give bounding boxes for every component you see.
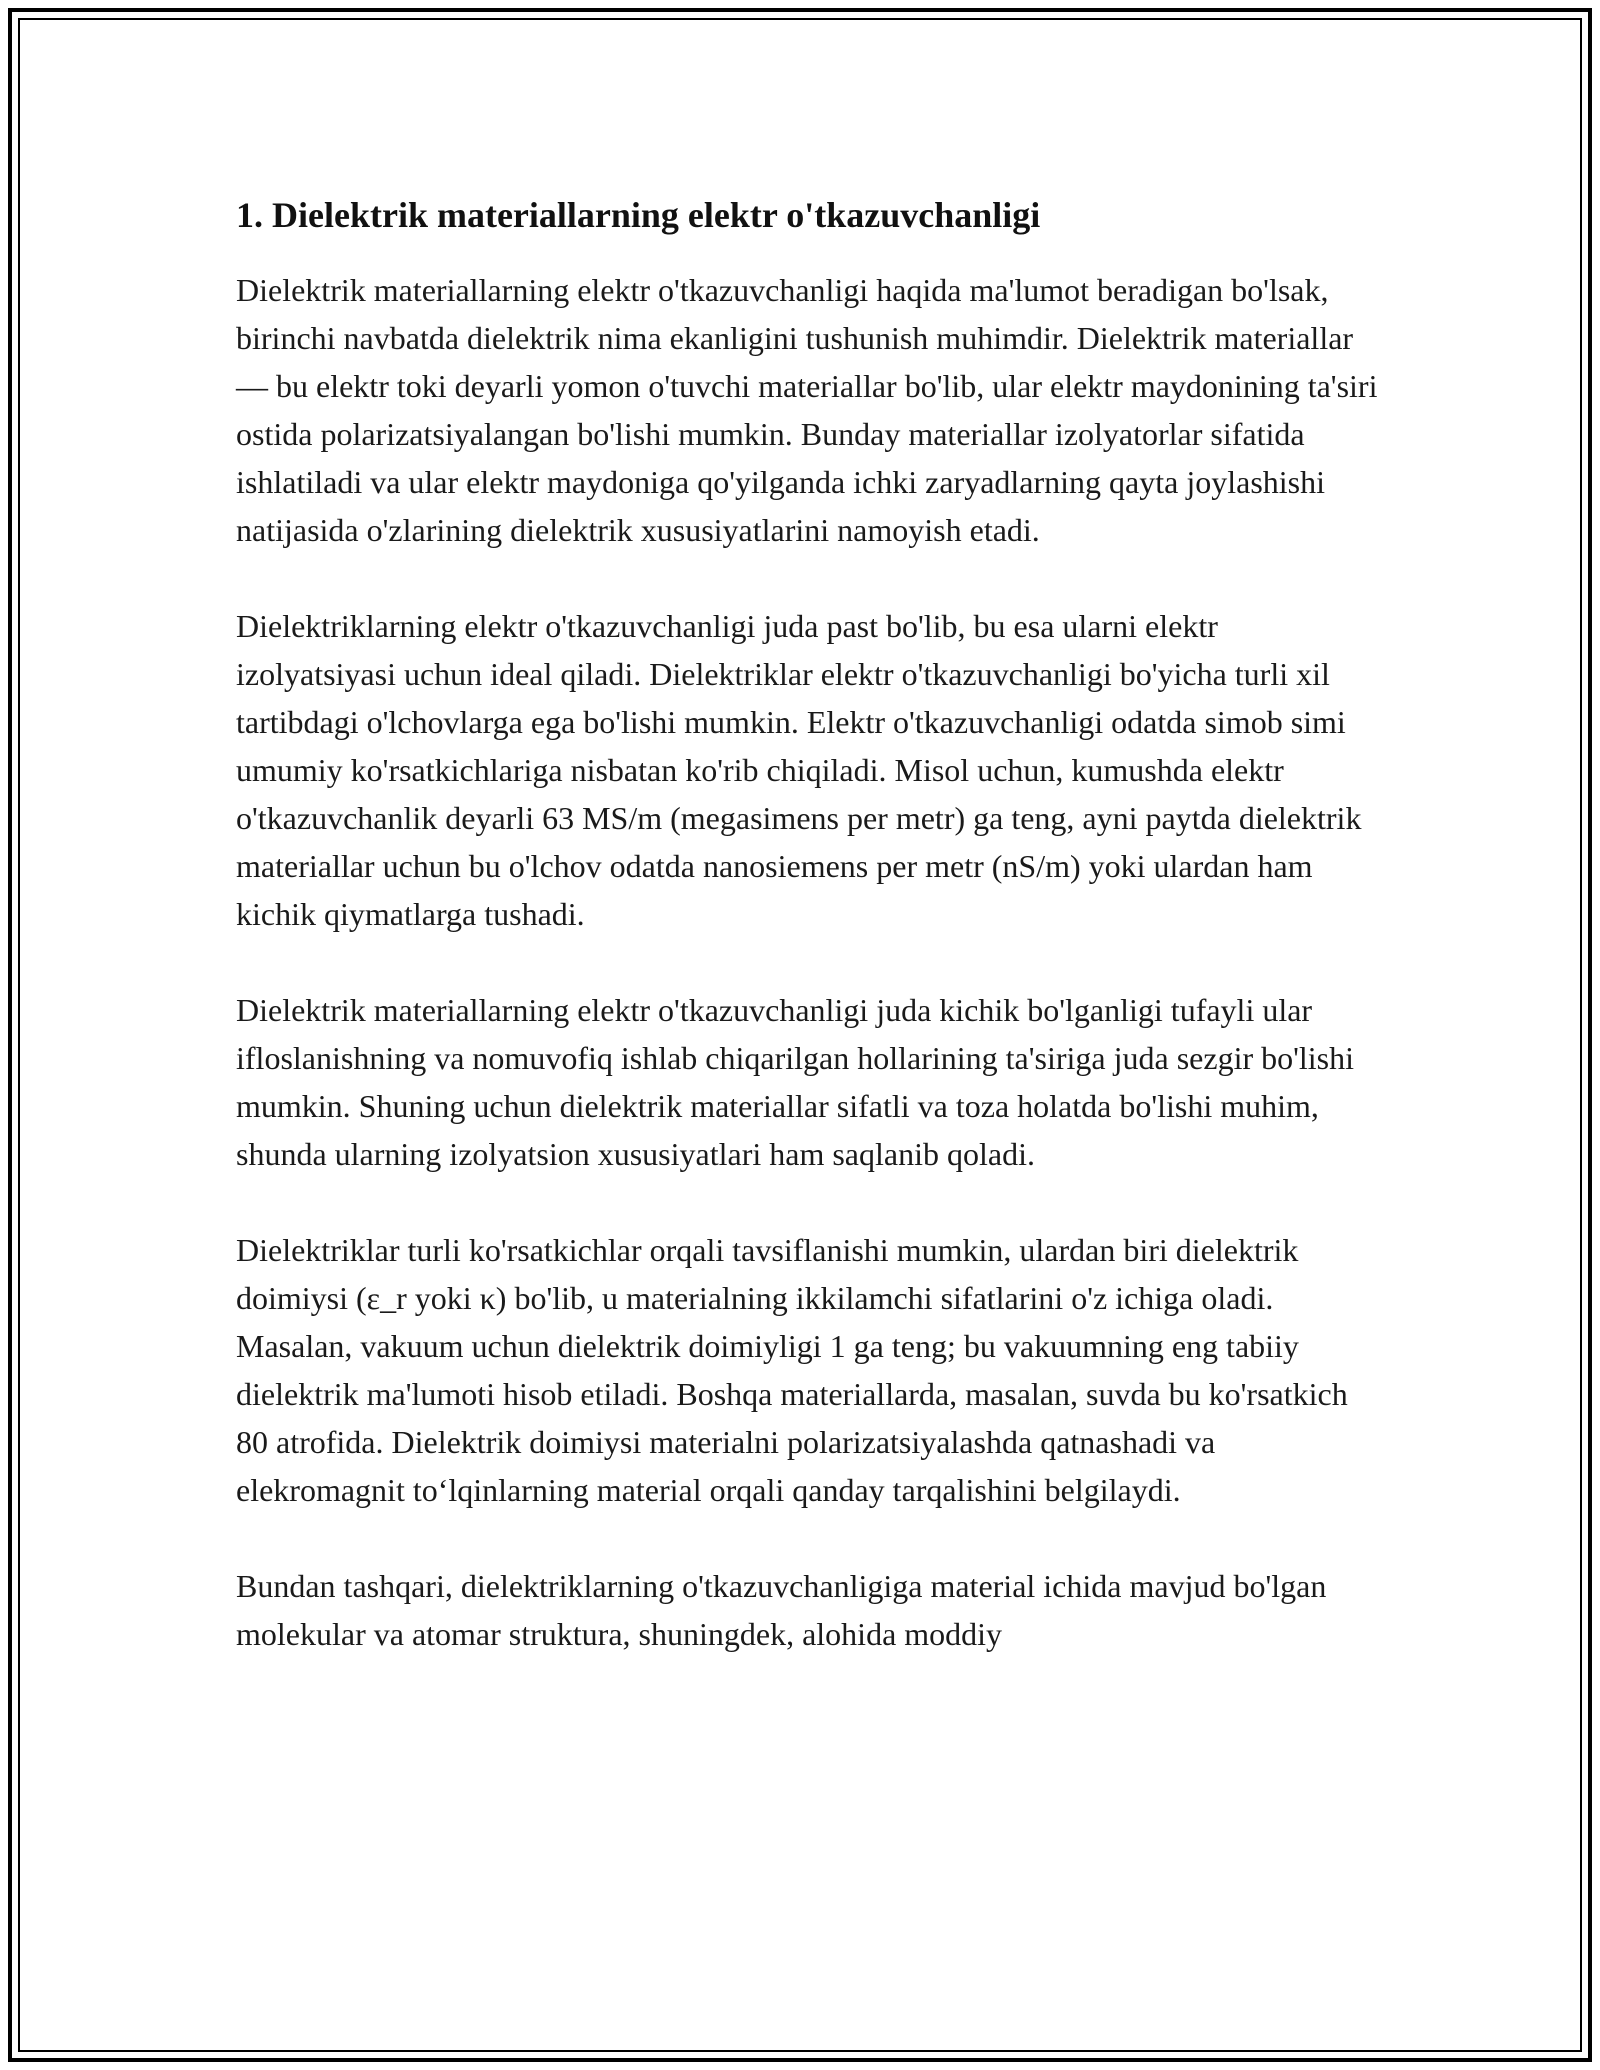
paragraph-5: Bundan tashqari, dielektriklarning o'tkazuvchanligiga material ichida mavjud bo'lgan molekular va atomar struktura, shuningdek, alohida moddiy (236, 1568, 1327, 1652)
paragraph-4: Dielektriklar turli ko'rsatkichlar orqali tavsiflanishi mumkin, ulardan biri dielektrik doimiysi (ε_r yoki κ) bo'lib, u materialning ikkilamchi sifatlarini o'z ichiga oladi. Masalan, vakuum uchun dielektrik doimiyligi 1 ga teng; bu vakuumning eng tabiiy dielektrik ma'lumoti hisob etiladi. Boshqa materiallarda, masalan, suvda bu ko'rsatkich 80 atrofida. Dielektrik doimiysi materialni polarizatsiyalashda qatnashadi va elekromagnit to‘lqinlarning material orqali qanday tarqalishini belgilaydi. (236, 1232, 1348, 1508)
paragraph-2: Dielektriklarning elektr o'tkazuvchanligi juda past bo'lib, bu esa ularni elektr izolyatsiyasi uchun ideal qiladi. Dielektriklar elektr o'tkazuvchanligi bo'yicha turli xil tartibdagi o'lchovlarga ega bo'lishi mumkin. Elektr o'tkazuvchanligi odatda simob simi umumiy ko'rsatkichlariga nisbatan ko'rib chiqiladi. Misol uchun, kumushda elektr o'tkazuvchanlik deyarli 63 MS/m (megasimens per metr) ga teng, ayni paytda dielektrik materiallar uchun bu o'lchov odatda nanosiemens per metr (nS/m) yoki ulardan ham kichik qiymatlarga tushadi. (236, 608, 1362, 932)
paragraph-3: Dielektrik materiallarning elektr o'tkazuvchanligi juda kichik bo'lganligi tufayli ular ifloslanishning va nomuvofiq ishlab chiqarilgan hollarining ta'siriga juda sezgir bo'lishi mumkin. Shuning uchun dielektrik materiallar sifatli va toza holatda bo'lishi muhim, shunda ularning izolyatsion xususiyatlari ham saqlanib qoladi. (236, 992, 1354, 1172)
section-heading: 1. Dielektrik materiallarning elektr o'tkazuvchanligi (236, 195, 1041, 235)
document-body (236, 190, 1384, 1706)
paragraph-1: Dielektrik materiallarning elektr o'tkazuvchanligi haqida ma'lumot beradigan bo'lsak, birinchi navbatda dielektrik nima ekanligini tushunish muhimdir. Dielektrik materiallar — bu elektr toki deyarli yomon o'tuvchi materiallar bo'lib, ular elektr maydonining ta'siri ostida polarizatsiyalangan bo'lishi mumkin. Bunday materiallar izolyatorlar sifatida ishlatiladi va ular elektr maydoniga qo'yilganda ichki zaryadlarning qayta joylashishi natijasida o'zlarining dielektrik xususiyatlarini namoyish etadi. (236, 272, 1378, 548)
